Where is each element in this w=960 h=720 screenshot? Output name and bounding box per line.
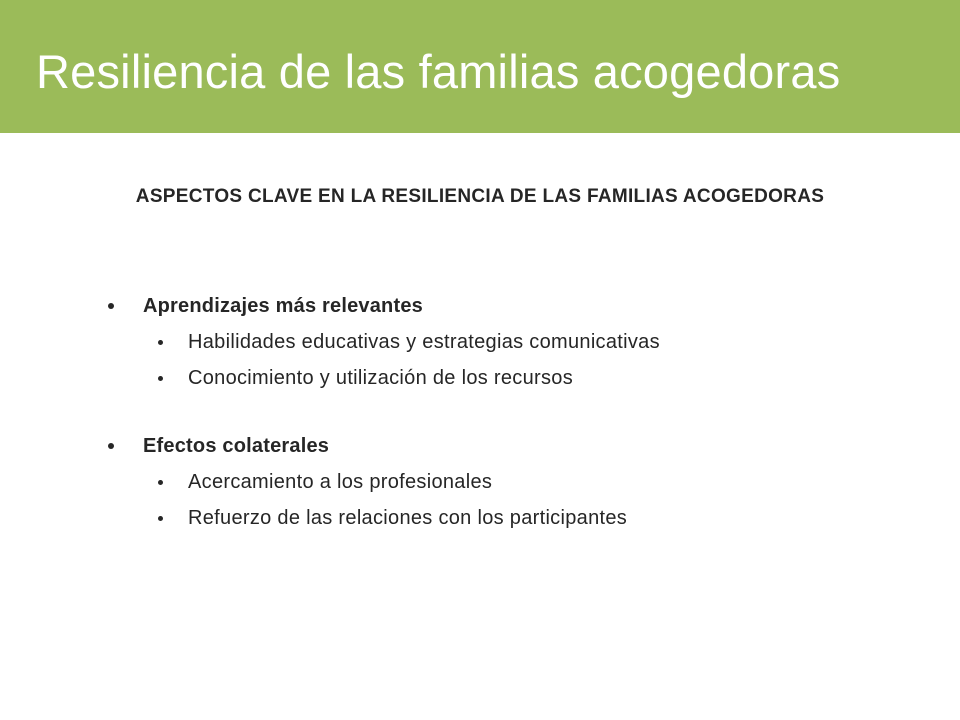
list-item-label: Acercamiento a los profesionales (188, 470, 493, 493)
bullet-icon (158, 340, 163, 345)
section-heading-label: Efectos colaterales (143, 434, 330, 457)
list-item (108, 360, 660, 396)
list-item (108, 464, 627, 500)
list-item (108, 324, 660, 360)
bullet-icon (108, 443, 114, 449)
slide-title: Resiliencia de las familias acogedoras (36, 45, 841, 98)
bullet-icon (158, 516, 163, 521)
section-heading-label: Aprendizajes más relevantes (143, 294, 423, 317)
section-aprendizajes (108, 288, 660, 396)
bullet-icon (158, 480, 163, 485)
slide-subtitle: ASPECTOS CLAVE EN LA RESILIENCIA DE LAS FAMILIAS ACOGEDORAS (135, 186, 825, 207)
list-item (108, 500, 627, 536)
bullet-icon (158, 376, 163, 381)
list-item-label: Conocimiento y utilización de los recursos (188, 366, 573, 389)
list-item-label: Habilidades educativas y estrategias comunicativas (188, 330, 660, 353)
section-heading (108, 428, 627, 464)
list-item-label: Refuerzo de las relaciones con los participantes (188, 506, 628, 529)
section-efectos (108, 428, 627, 536)
title-bar (0, 0, 960, 133)
section-heading (108, 288, 660, 324)
bullet-icon (108, 303, 114, 309)
